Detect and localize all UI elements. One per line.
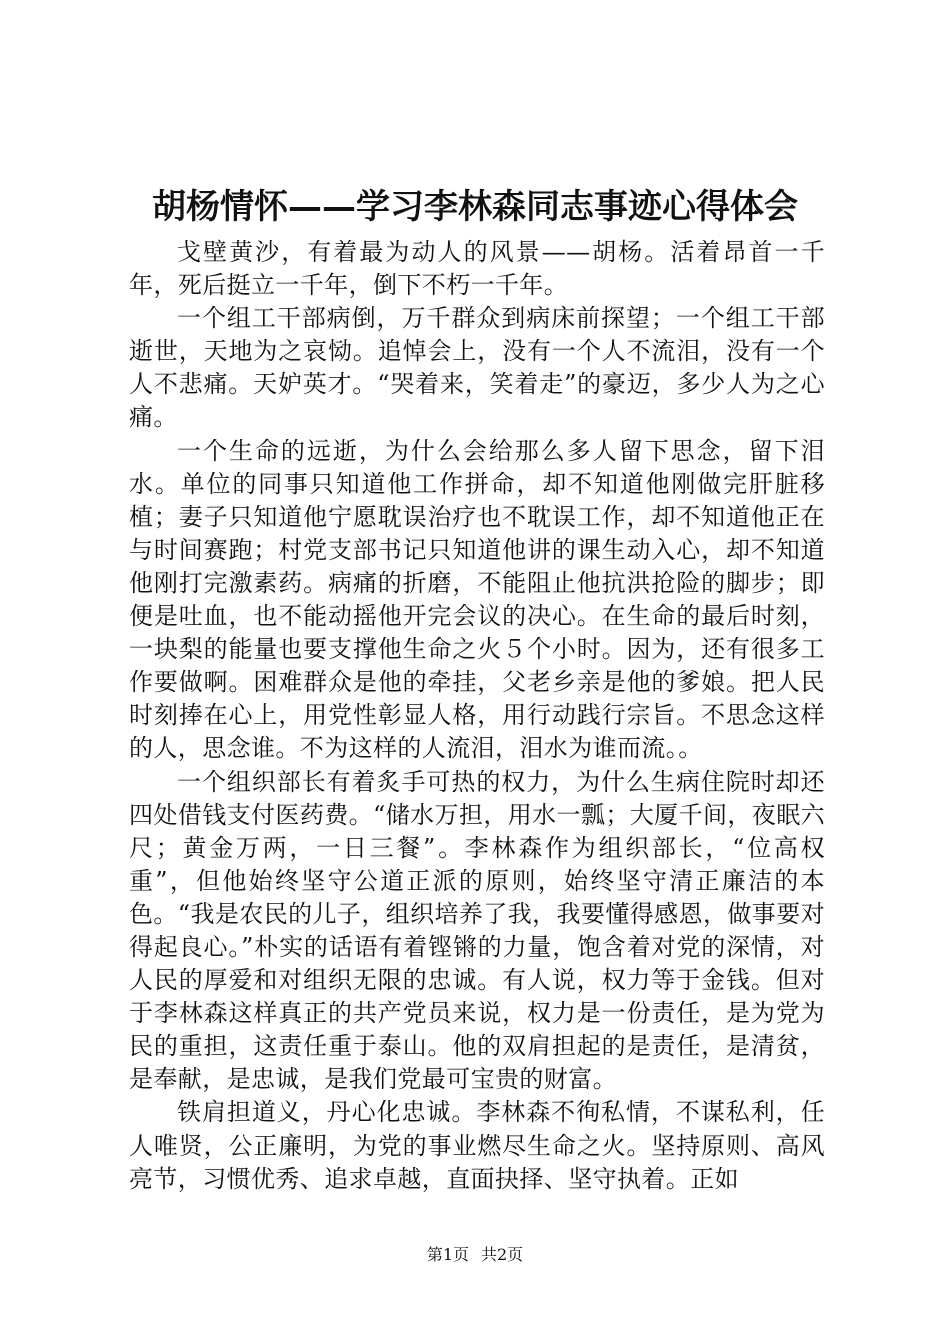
paragraph-4: 一个组织部长有着炙手可热的权力，为什么生病住院时却还四处借钱支付医药费。“储水万担，用水一瓢；大厦千间，夜眠六尺；黄金万两，一日三餐”。李林森作为组织部长，“位高权重”，但他始终坚守公道正派的原则，始终坚守清正廉洁的本色。“我是农民的儿子，组织培养了我，我要懂得感恩，做事要对得起良心。”朴实的话语有着铿锵的力量，饱含着对党的深情，对人民的厚爱和对组织无限的忠诚。有人说，权力等于金钱。但对于李林森这样真正的共产党员来说，权力是一份责任，是为党为民的重担，这责任重于泰山。他的双肩担起的是责任，是清贫，是奉献，是忠诚，是我们党最可宝贵的财富。	[129, 767, 825, 1094]
document-title: 胡杨情怀——学习李林森同志事迹心得体会	[152, 187, 798, 227]
paragraph-5: 铁肩担道义，丹心化忠诚。李林森不徇私情，不谋私利，任人唯贤，公正廉明，为党的事业燃尽生命之火。坚持原则、高风亮节，习惯优秀、追求卓越，直面抉择、坚守执着。正如	[129, 1098, 825, 1193]
paragraph-3: 一个生命的远逝，为什么会给那么多人留下思念，留下泪水。单位的同事只知道他工作拼命，却不知道他刚做完肝脏移植；妻子只知道他宁愿耽误治疗也不耽误工作，却不知道他正在与时间赛跑；村党支部书记只知道他讲的课生动入心，却不知道他刚打完激素药。病痛的折磨，不能阻止他抗洪抢险的脚步；即便是吐血，也不能动摇他开完会议的决心。在生命的最后时刻，一块梨的能量也要支撑他生命之火５个小时。因为，还有很多工作要做啊。困难群众是他的牵挂，父老乡亲是他的爹娘。把人民时刻捧在心上，用党性彰显人格，用行动践行宗旨。不思念这样的人，思念谁。不为这样的人流泪，泪水为谁而流。。	[129, 436, 825, 763]
paragraph-1: 戈壁黄沙，有着最为动人的风景——胡杨。活着昂首一千年，死后挺立一千年，倒下不朽一千年。	[129, 238, 825, 300]
page-count: 共2页	[481, 1245, 524, 1264]
paragraph-2: 一个组工干部病倒，万千群众到病床前探望；一个组工干部逝世，天地为之哀恸。追悼会上，没有一个人不流泪，没有一个人不悲痛。天妒英才。“哭着来，笑着走”的豪迈，多少人为之心痛。	[129, 304, 825, 432]
document-body	[129, 236, 825, 1196]
page-number: 第1页	[426, 1245, 469, 1264]
page-footer	[0, 1243, 950, 1267]
